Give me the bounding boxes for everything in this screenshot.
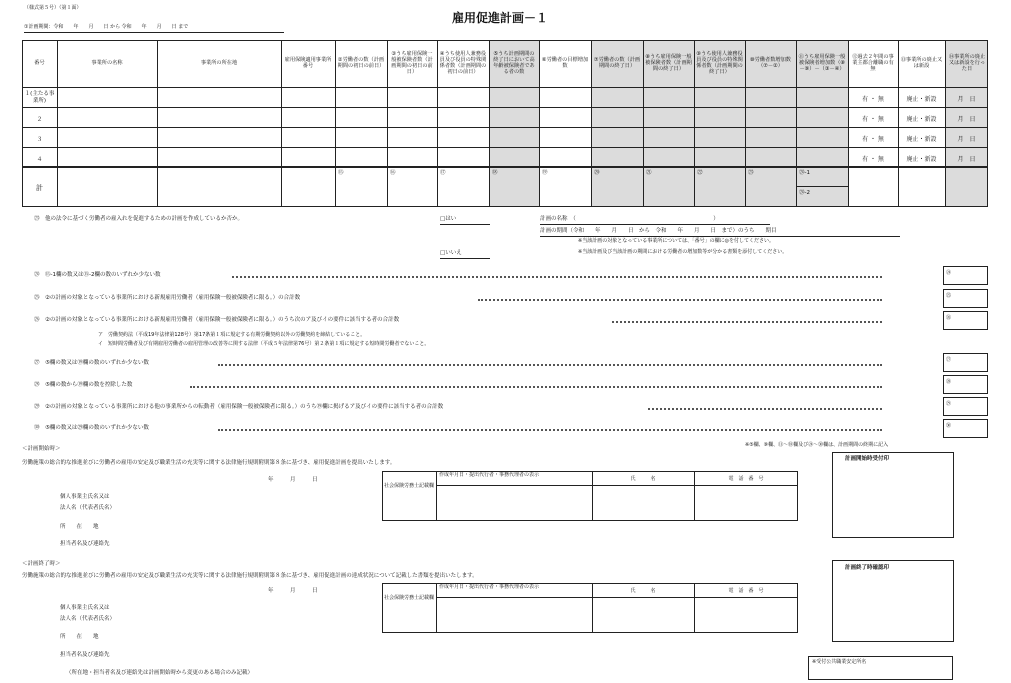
closure-date[interactable]: 月 日 [957,116,976,123]
item-28-box-label: ㉘ [946,379,952,385]
footnote: ※⑤欄、⑨欄、⑪～⑱欄及び㉔～㉚欄は、計画期間の終期に記入 [745,442,889,448]
closure-date[interactable]: 月 日 [957,156,976,163]
row-label: ３ [36,136,43,143]
q23-plan-name[interactable]: 計画の名称 （ ） [540,216,719,222]
header-address: 事業所の所在地 [200,60,238,67]
row-label: １(主たる事業所) [24,91,55,104]
start-owner-label: 個人事業主氏名又は [60,494,110,500]
header-name: 事業所の名称 [91,60,123,67]
start-contact-label: 担当者名及び連絡先 [60,541,110,547]
agent-col2: 氏 名 [630,476,656,482]
total-mark: ⑲ [542,170,548,176]
agent-col1: 作成年月日・提出代行者・事務代理者の表示 [439,584,540,590]
q23-note1: ※当該計画の対象となっている事業所については、「番号」の欄に◎を付してください。 [578,238,774,244]
header-c8: ⑧うち雇用保険一般被保険者数（計画期間の終了日） [645,54,692,72]
end-location-label: 所 在 地 [60,634,99,640]
plan-period: ①計画期間：令和 年 月 日 から 令和 年 月 日 まで [24,24,189,30]
total-mark: ㉔-1 [799,170,810,176]
end-date[interactable]: 年 月 日 [268,588,318,594]
closure-date[interactable]: 月 日 [957,136,976,143]
total-mark: ⑳ [594,170,600,176]
office-label: ※受付公共職業安定所名 [812,659,867,665]
header-c9: ⑨うち使用人兼務役員及び役員の特殊関係者数（計画期間の終了日） [696,51,743,75]
row-label: ４ [36,156,43,163]
end-statement: 労働施策の総合的な推進並びに労働者の雇用の安定及び職業生活の充実等に関する法律施行規則附則第８条に基づき、雇用促進計画の達成状況について記載した書類を提出いたします。 [22,573,478,579]
header-c3: ③うち雇用保険一般被保険者数（計画期間の初日の前日） [391,51,433,75]
agent-col3: 電 話 番 号 [728,476,764,482]
header-c4: ④うち使用人兼務役員及び役員の特殊関係者数（計画期間の初日の前日） [439,51,487,75]
closure-choice[interactable]: 廃止・新設 [906,156,937,163]
start-stamp-label: 計画開始時受付印 [845,456,890,462]
header-c10: ⑩労働者数増加数（⑦－②） [750,57,791,69]
row-label: ２ [36,116,43,123]
closure-choice[interactable]: 廃止・新設 [906,136,937,143]
end-stamp-label: 計画終了時確認印 [845,565,890,571]
start-statement: 労働施策の総合的な推進並びに労働者の雇用の安定及び職業生活の充実等に関する法律施行規則附則第８条に基づき、雇用促進計画を提出いたします。 [22,460,396,466]
item-29-text: ㉙ ②の計画の対象となっている事業所における他の事業所からの転動者（雇用保険一般被保険者に限る。）のうち⑲欄に掲げるア及びイの要件に該当する者の合計数 [34,404,444,410]
item-28-text: ㉘ ⑤欄の数から⑲欄の数を控除した数 [34,382,133,388]
agent-label: 社会保険労務士記載欄 [384,595,435,601]
header-c13: ⑬事業所の廃止又は新設 [900,57,943,69]
start-stamp-box [832,452,954,538]
form-id: （様式第５号）（第１面） [24,5,82,11]
condition-a: ア 労働契約法（平成19年法律第128号）第17条第１項に規定する有期労働契約以外の労働契約を締結していること。 [98,332,366,338]
page-title: 雇用促進計画－１ [452,11,549,25]
item-30-box-label: ㉚ [946,423,952,429]
q23-no-checkbox[interactable]: □いいえ [440,250,462,256]
agent-col1: 作成年月日・提出代行者・事務代理者の表示 [439,472,540,478]
total-label: 計 [36,184,43,192]
item-26-text: ㉖ ②の計画の対象となっている事業所における新規雇用労働者（雇用保険一般被保険者に限る。）のうち次のア及びイの要件に該当する者の合計数 [34,317,400,323]
closure-choice[interactable]: 廃止・新設 [906,96,937,103]
item-30-text: ㉚ ⑤欄の数又は㉙欄の数のいずれか少ない数 [34,425,149,431]
total-mark: ㉑ [646,170,652,176]
start-location-label: 所 在 地 [60,524,99,530]
end-heading: ＜計画終了時＞ [22,561,61,567]
item-24-box-label: ㉔ [946,270,952,276]
item-29-box-label: ㉙ [946,401,952,407]
closure-date[interactable]: 月 日 [957,96,976,103]
item-24-text: ㉔ ⑮-1欄の数又は⑮-2欄の数のいずれか少ない数 [34,272,161,278]
agent-col2: 氏 名 [630,588,656,594]
dismissal-choice[interactable]: 有 ・ 無 [862,116,884,123]
total-mark: ㉒ [697,170,703,176]
total-mark: ㉔-2 [799,190,810,196]
end-corp-label: 法人名（代表者氏名） [60,616,116,622]
header-c14: ⑭事業所の廃止又は新設を行った日 [948,54,986,72]
item-25-text: ㉕ ②の計画の対象となっている事業所における新規雇用労働者（雇用保険一般被保険者に限る。）の合計数 [34,295,301,301]
end-stamp-box [832,560,954,642]
header-c11: ⑪うち雇用保険一般被保険者増加数（⑧－⑨）－（③－④） [798,54,846,72]
header-c7: ⑦労働者の数（計画期間の終了日） [593,57,641,69]
item-25-box-label: ㉕ [946,293,952,299]
header-no: 番号 [34,60,45,67]
q23-text: ㉓ 他の法令に基づく労働者の雇入れを促進するための計画を作成しているか否か。 [34,216,244,222]
item-26-box-label: ㉖ [946,315,952,321]
end-note: （所在地・担当者名及び連絡先は計画開始時から変更のある場合のみ記載） [66,670,254,676]
start-date[interactable]: 年 月 日 [268,477,318,483]
dismissal-choice[interactable]: 有 ・ 無 [862,156,884,163]
total-mark: ⑰ [440,170,446,176]
closure-choice[interactable]: 廃止・新設 [906,116,937,123]
condition-b: イ 短時間労働者及び有期雇用労働者の雇用管理の改善等に関する法律（平成５年法律第76号）第２条第１項に規定する短時間労働者でないこと。 [98,341,430,347]
total-mark: ㉓ [748,170,754,176]
start-heading: ＜計画開始時＞ [22,446,61,452]
total-mark: ⑮ [338,170,344,176]
end-contact-label: 担当者名及び連絡先 [60,652,110,658]
start-corp-label: 法人名（代表者氏名） [60,505,116,511]
dismissal-choice[interactable]: 有 ・ 無 [862,136,884,143]
item-27-box-label: ㉗ [946,357,952,363]
agent-col3: 電 話 番 号 [728,588,764,594]
agent-label: 社会保険労務士記載欄 [384,483,435,489]
item-27-text: ㉗ ⑤欄の数又は⑲欄の数のいずれか少ない数 [34,360,149,366]
total-mark: ⑯ [390,170,396,176]
header-c5: ⑤うち計画期間の終了日において高年齢被保険者である者の数 [493,51,535,75]
q23-yes-checkbox[interactable]: □はい [440,216,457,222]
dismissal-choice[interactable]: 有 ・ 無 [862,96,884,103]
end-owner-label: 個人事業主氏名又は [60,605,110,611]
header-c6: ⑥労働者の目標増加数 [541,57,589,69]
q23-plan-period[interactable]: 計画の期間（令和 年 月 日 から 令和 年 月 日 まで）のうち 期目 [540,228,777,234]
q23-note2: ※当該計画及び当該計画の期間における労働者の増加数等が分かる書類を添付してください。 [578,249,788,255]
header-insurance-no: 雇用保険適用事業所番号 [284,57,332,69]
header-c2: ②労働者の数（計画期間の初日の前日） [337,57,385,69]
total-mark: ⑱ [492,170,498,176]
header-c12: ⑫過去２年間の事業主都合離職の有無 [852,54,894,72]
